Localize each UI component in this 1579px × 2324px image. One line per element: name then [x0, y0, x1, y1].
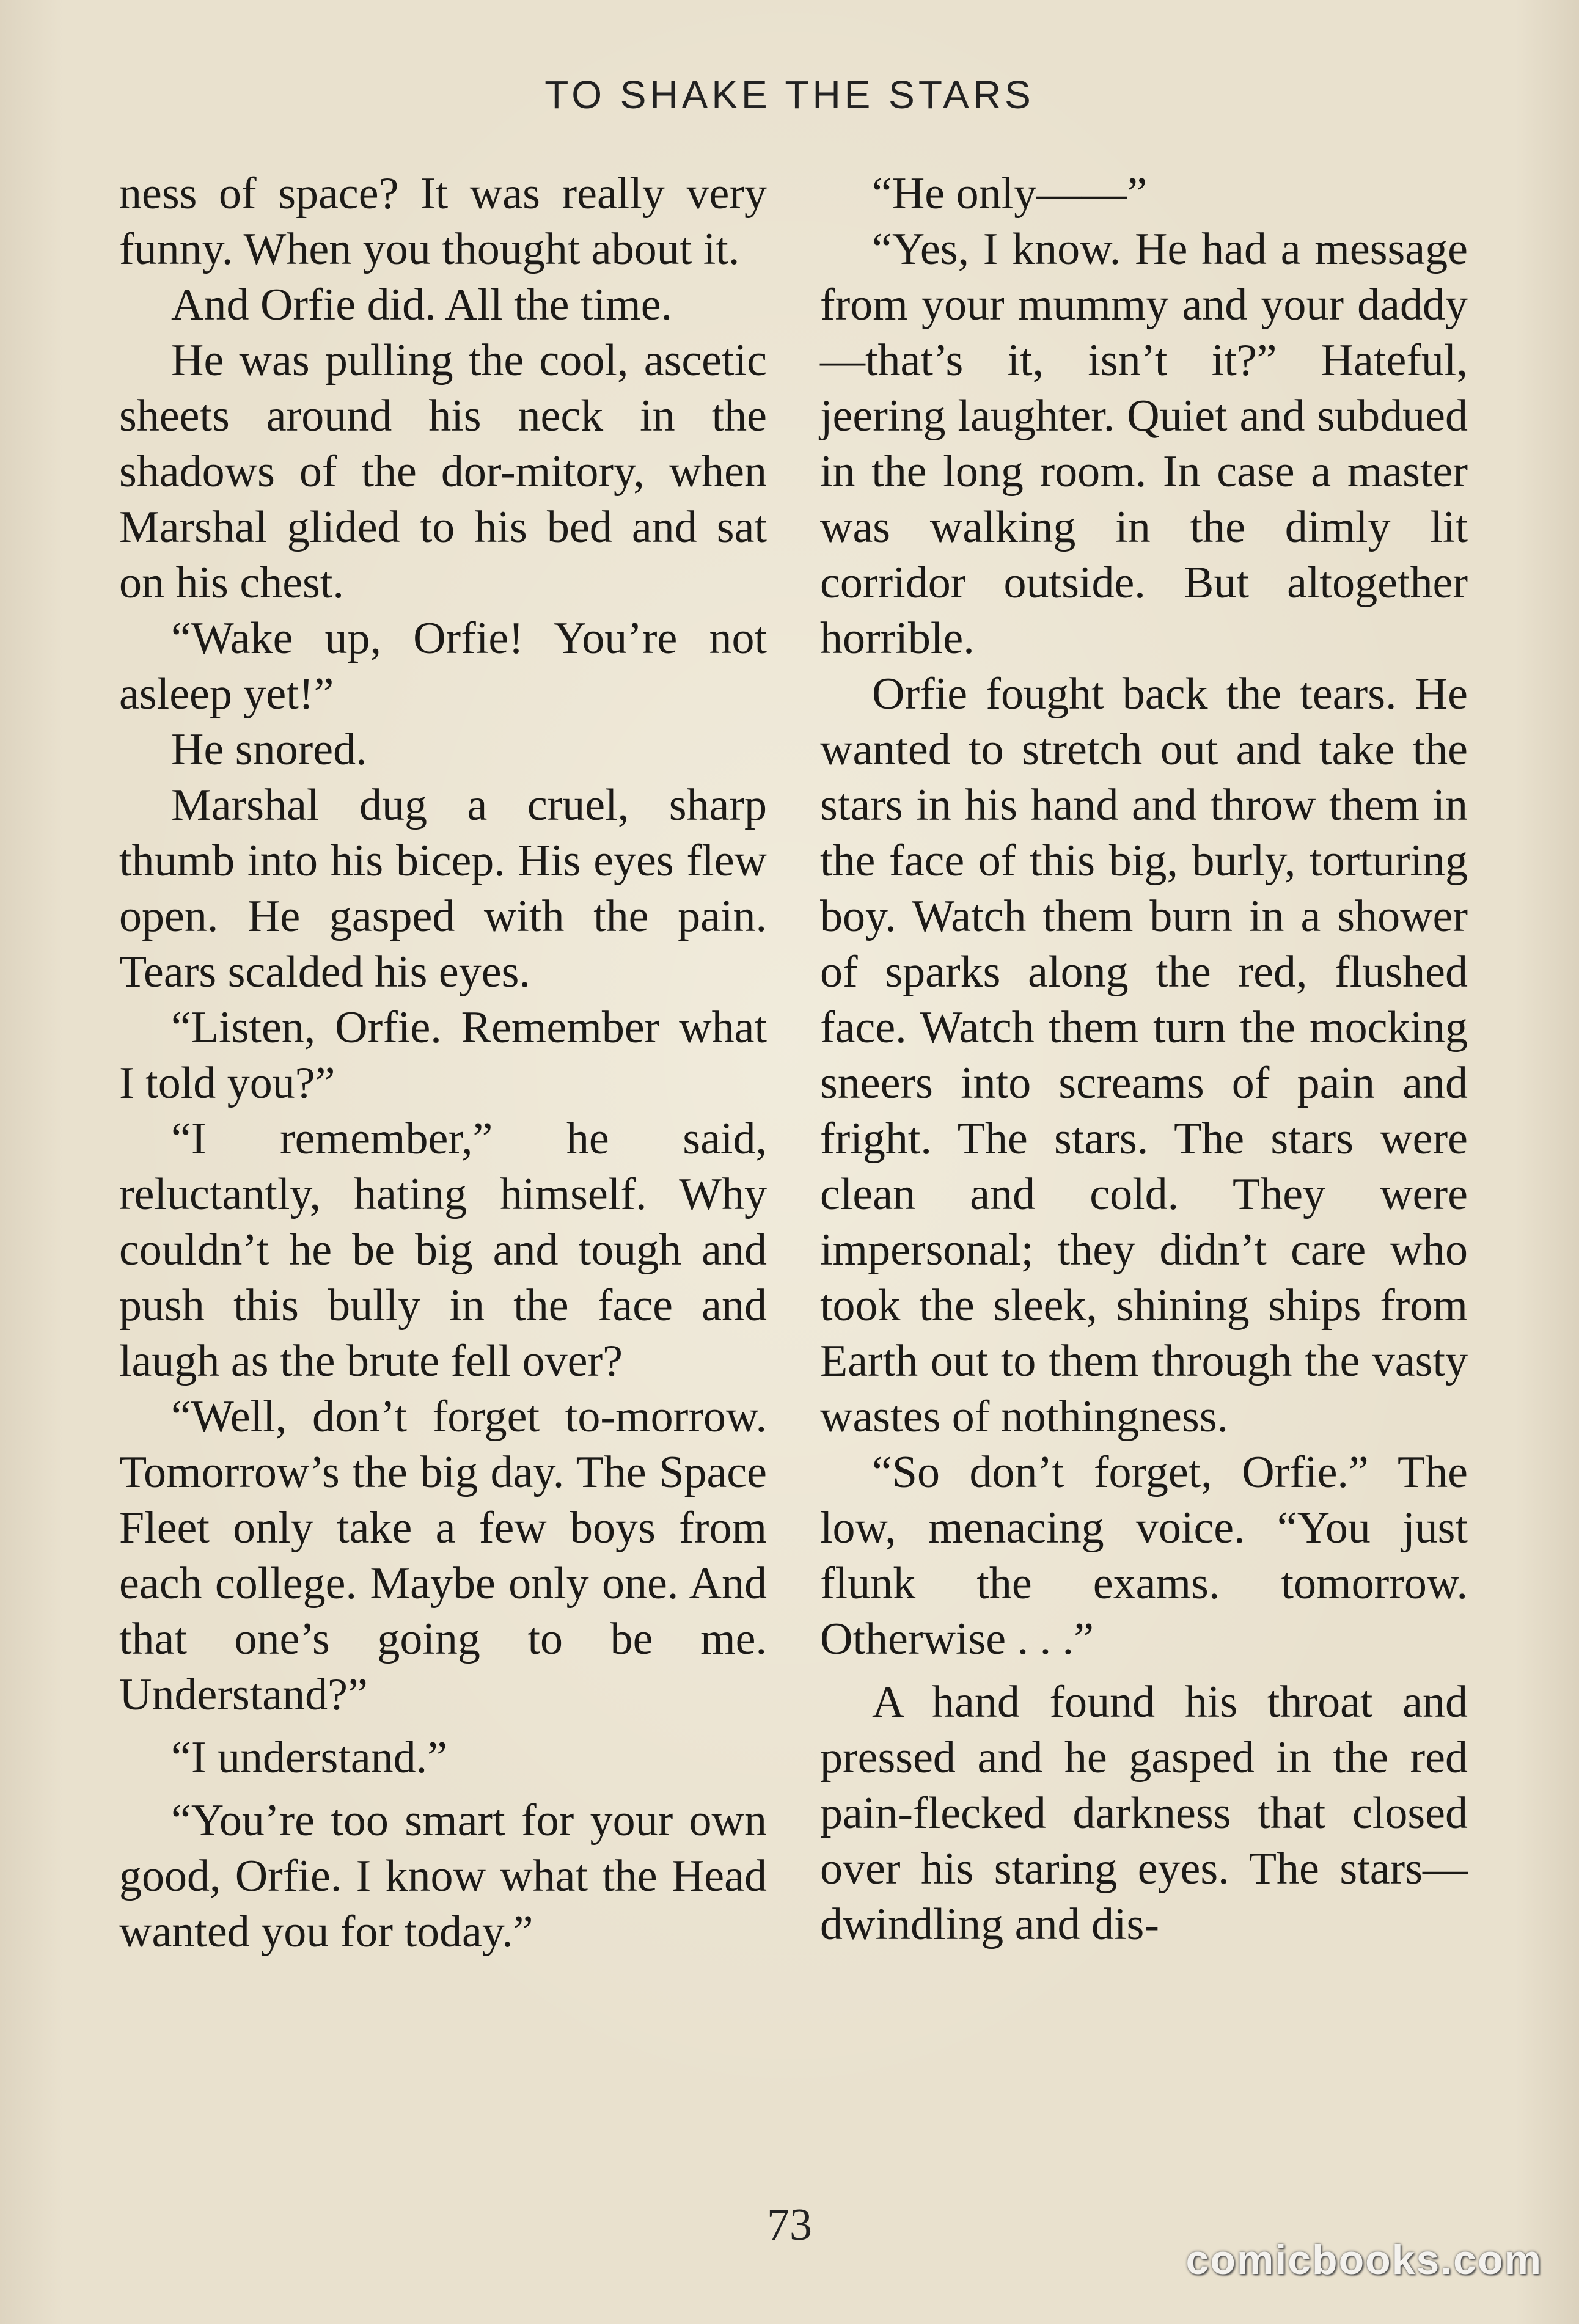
paragraph: ness of space? It was really very funny. When you thought about it. [119, 169, 767, 274]
paragraph: Marshal dug a cruel, sharp thumb into his bicep. His eyes flew open. He gasped with the pain. Tears scalded his eyes. [119, 780, 767, 997]
paragraph: “Yes, I know. He had a message from your mummy and your daddy—that’s it, isn’t it?” Hateful, jeering laughter. Quiet and subdued in the long room. In case a master was walking in the dimly lit corridor outside. But altogether horrible. [820, 224, 1468, 663]
running-head: TO SHAKE THE STARS [544, 73, 1035, 117]
paragraph: “I remember,” he said, reluctantly, hating himself. Why couldn’t he be big and tough and push this bully in the face and laugh as the brute fell over? [119, 1114, 767, 1386]
paragraph: “I understand.” [171, 1733, 448, 1783]
paragraph: “Well, don’t forget to-morrow. Tomorrow’s the big day. The Space Fleet only take a few boys from each college. Maybe only one. And that one’s going to be me. Understand?” [119, 1392, 767, 1720]
paragraph: “He only——” [872, 169, 1148, 219]
paragraph: “So don’t forget, Orfie.” The low, menacing voice. “You just flunk the exams. tomorrow. Otherwise . . .” [820, 1447, 1468, 1664]
paragraph: He snored. [171, 725, 367, 775]
paragraph: “Wake up, Orfie! You’re not asleep yet!” [119, 613, 767, 719]
page-number: 73 [767, 2200, 812, 2250]
watermark-logo: comicbooks.com [1185, 2237, 1542, 2283]
left-column [119, 166, 767, 1960]
right-column [820, 166, 1468, 1953]
paragraph: He was pulling the cool, ascetic sheets around his neck in the shadows of the dor-mitory, when Marshal glided to his bed and sat on his chest. [119, 335, 767, 608]
paragraph: And Orfie did. All the time. [171, 280, 673, 330]
paragraph: “You’re too smart for your own good, Orfie. I know what the Head wanted you for today.” [119, 1796, 767, 1957]
paragraph: “Listen, Orfie. Remember what I told you?” [119, 1003, 767, 1108]
paragraph: A hand found his throat and pressed and he gasped in the red pain-flecked darkness that closed over his staring eyes. The stars—dwindling and dis- [820, 1677, 1468, 1949]
paragraph: Orfie fought back the tears. He wanted to stretch out and take the stars in his hand and throw them in the face of this big, burly, torturing boy. Watch them burn in a shower of sparks along the red, flushed face. Watch them turn the mocking sneers into screams of pain and fright. The stars. The stars were clean and cold. They were impersonal; they didn’t care who took the sleek, shining ships from Earth out to them through the vasty wastes of nothingness. [820, 669, 1468, 1442]
